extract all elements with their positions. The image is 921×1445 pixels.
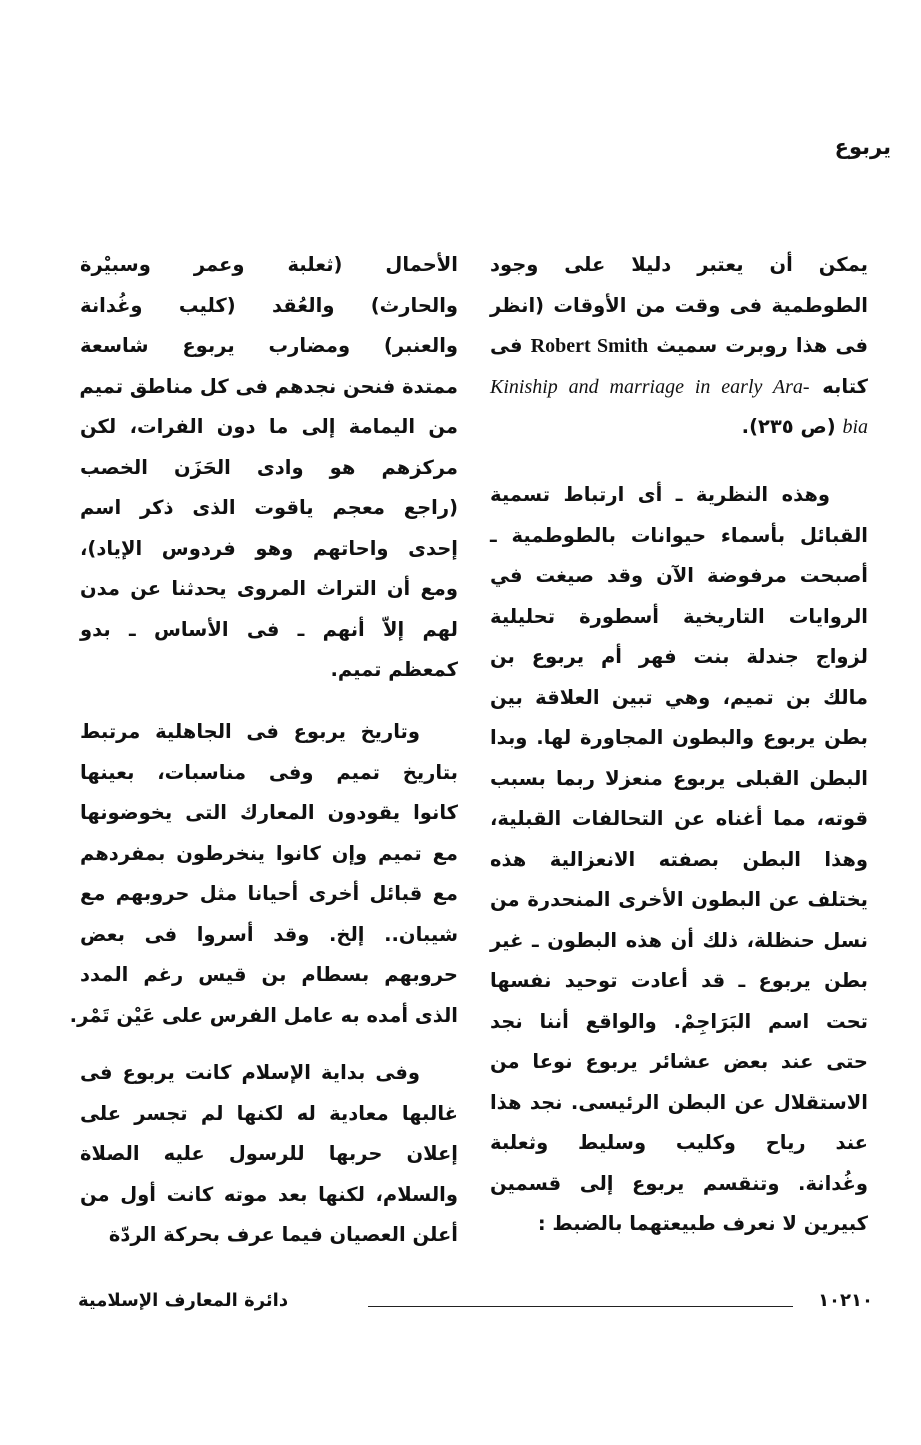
- text-line: تحت اسم البَرَاجِمْ. والواقع أننا نجد: [490, 1009, 868, 1033]
- text-line: حروبهم بسطام بن قيس رغم المدد: [80, 963, 458, 986]
- latin-text: bia: [842, 416, 868, 438]
- text-segment: كتابه: [809, 374, 868, 398]
- text-line: وغُدانة. وتنقسم يربوع إلى قسمين: [490, 1171, 868, 1195]
- text-line: [490, 407, 868, 448]
- text-line: والسلام، لكنها بعد موته كانت أول من: [80, 1182, 458, 1206]
- text-line: ممتدة فنحن نجدهم فى كل مناطق تميم: [79, 374, 458, 398]
- text-line: عند رياح وكليب وسليط وثعلبة: [490, 1131, 868, 1154]
- right-column-paragraph: [490, 475, 868, 1245]
- text-line: والحارث) والعُقد (كليب وغُدانة: [80, 293, 458, 317]
- text-line: وفى بداية الإسلام كانت يربوع فى: [80, 1061, 420, 1084]
- text-line: من اليمامة إلى ما دون الفرات، لكن: [80, 415, 458, 438]
- text-line: لهم إلاّ أنهم ـ فى الأساس ـ بدو: [80, 617, 458, 641]
- publication-title: دائرة المعارف الإسلامية: [78, 1290, 289, 1311]
- text-line: البطن القبلى يربوع منعزلا ربما بسبب: [490, 766, 868, 790]
- text-line: [490, 326, 868, 367]
- footer-rule: [368, 1306, 793, 1307]
- left-column-paragraph: [69, 712, 458, 1036]
- text-line: شيبان.. إلخ. وقد أسروا فى بعض: [80, 922, 458, 946]
- text-line: غالبها معادية له لكنها لم تجسر على: [80, 1101, 458, 1125]
- text-line: قوته، مما أغناه عن التحالفات القبلية،: [490, 807, 868, 830]
- text-line: مع قبائل أخرى أحيانا مثل حروبهم مع: [80, 882, 458, 905]
- text-segment: (ص ٢٣٥).: [741, 415, 843, 438]
- left-column-paragraph: [80, 245, 458, 691]
- text-line: الطوطمية فى وقت من الأوقات (انظر: [490, 293, 868, 317]
- latin-text: Robert Smith: [530, 335, 649, 357]
- text-line: الذى أمده به عامل الفرس على عَيْن تَمْر.: [69, 1003, 458, 1027]
- text-line: ومع أن التراث المروى يحدثنا عن مدن: [80, 577, 458, 600]
- text-line: مالك بن تميم، وهي تبين العلاقة بين: [490, 685, 868, 709]
- text-line: كمعظم تميم.: [330, 658, 458, 681]
- text-line: نسل حنظلة، ذلك أن هذه البطون ـ غير: [490, 928, 868, 952]
- text-line: [490, 367, 868, 408]
- text-line: كانوا يقودون المعارك التى يخوضونها: [80, 801, 458, 824]
- text-line: إعلان حربها للرسول عليه الصلاة: [80, 1142, 458, 1165]
- right-column-paragraph: [490, 245, 868, 448]
- text-line: بطن يربوع والبطون المجاورة لها. وبدا: [490, 726, 868, 749]
- text-line: مركزهم هو وادى الحَزَن الخصب: [80, 455, 458, 479]
- text-line: يمكن أن يعتبر دليلا على وجود: [490, 253, 868, 276]
- text-line: يختلف عن البطون الأخرى المنحدرة من: [490, 888, 868, 911]
- text-line: مع تميم وإن كانوا ينخرطون بمفردهم: [80, 841, 458, 865]
- text-line: كبيرين لا نعرف طبيعتهما بالضبط :: [537, 1212, 868, 1235]
- latin-text: Kiniship and marriage in early Ara-: [490, 375, 810, 398]
- text-segment: فى هذا روبرت سميث: [648, 334, 868, 357]
- text-line: الأحمال (ثعلبة وعمر وسبيْرة: [80, 253, 458, 276]
- text-line: الروايات التاريخية أسطورة تحليلية: [490, 604, 868, 628]
- text-line: لزواج جندلة بنت فهر أم يربوع بن: [490, 645, 868, 668]
- text-line: بتاريخ تميم وفى مناسبات، بعينها: [80, 760, 458, 784]
- text-line: وهذا البطن بصفته الانعزالية هذه: [490, 847, 868, 871]
- page-footer: [78, 1290, 873, 1320]
- text-line: أعلن العصيان فيما عرف بحركة الردّة: [108, 1223, 458, 1246]
- text-line: القبائل بأسماء حيوانات بالطوطمية ـ: [490, 523, 868, 547]
- text-line: الاستقلال عن البطن الرئيسى. نجد هذا: [490, 1090, 868, 1114]
- text-line: وهذه النظرية ـ أى ارتباط تسمية: [490, 483, 830, 506]
- text-line: (راجع معجم ياقوت الذى ذكر اسم: [80, 496, 458, 519]
- page-number: ١٠٢١٠: [818, 1290, 873, 1311]
- running-header: يربوع: [834, 135, 891, 159]
- text-line: وتاريخ يربوع فى الجاهلية مرتبط: [80, 720, 420, 743]
- text-segment: فى: [490, 334, 531, 357]
- text-line: أصبحت مرفوضة الآن وقد صيغت في: [490, 564, 868, 587]
- text-line: حتى عند بعض عشائر يربوع نوعا من: [490, 1050, 868, 1073]
- text-line: إحدى واحاتهم وهو فردوس الإياد)،: [80, 536, 458, 560]
- text-line: بطن يربوع ـ قد أعادت توحيد نفسها: [490, 969, 868, 992]
- text-line: والعنبر) ومضارب يربوع شاسعة: [80, 334, 458, 357]
- left-column-paragraph: [80, 1053, 458, 1256]
